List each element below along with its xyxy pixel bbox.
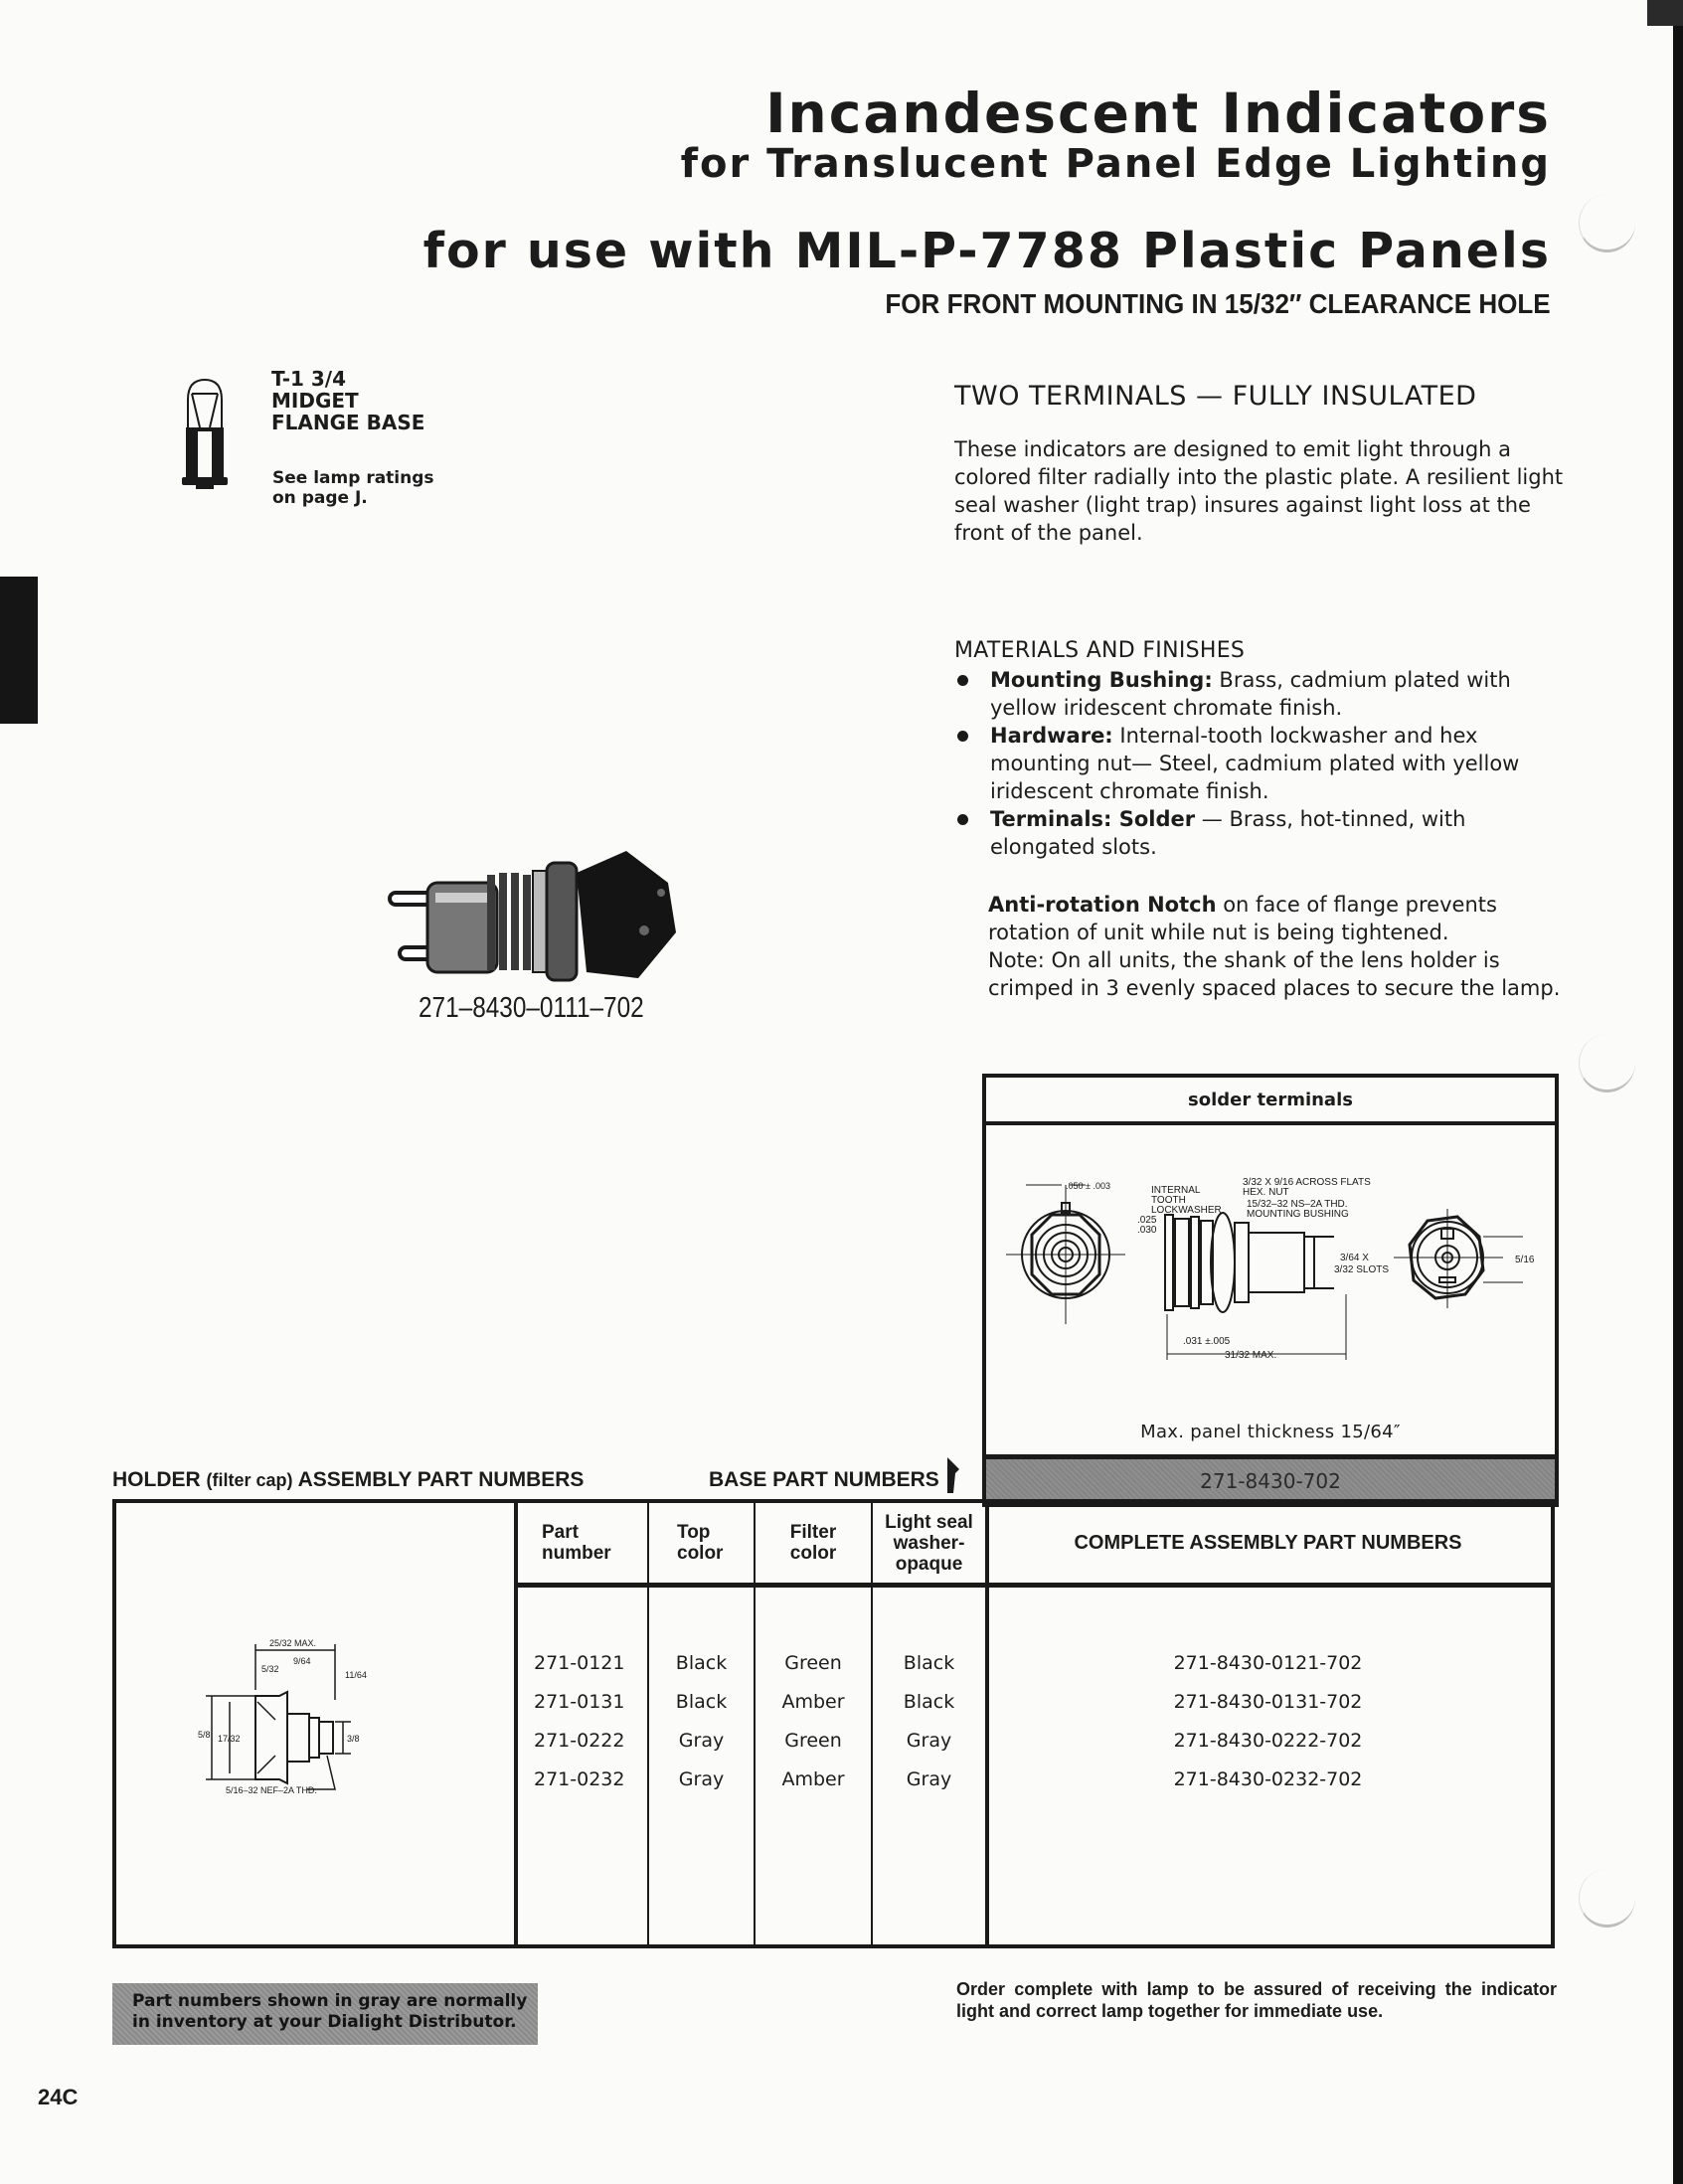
svg-text:.031 ±.005: .031 ±.005 bbox=[1183, 1336, 1231, 1347]
table-cell: 271-8430-0222-702 bbox=[1173, 1730, 1363, 1752]
table-cell: Gray bbox=[906, 1730, 952, 1752]
column-header: Part number bbox=[514, 1503, 647, 1588]
materials-list bbox=[954, 666, 1571, 861]
svg-text:9/64: 9/64 bbox=[293, 1656, 311, 1666]
svg-text:LOCKWASHER: LOCKWASHER bbox=[1151, 1205, 1222, 1216]
table-cell: Black bbox=[903, 1691, 955, 1713]
column-part-number bbox=[514, 1503, 649, 1944]
arrow-right-icon bbox=[945, 1453, 961, 1495]
table-cell: Black bbox=[675, 1691, 728, 1713]
table-cell: Green bbox=[784, 1652, 842, 1674]
section-heading-materials: MATERIALS AND FINISHES bbox=[954, 638, 1246, 663]
holder-assembly-label: HOLDER (filter cap) ASSEMBLY PART NUMBERS bbox=[112, 1468, 585, 1491]
holder-drawing-cell bbox=[116, 1503, 518, 1944]
lamp-type: T-1 3/4 MIDGET FLANGE BASE bbox=[271, 367, 425, 434]
page-title: Incandescent Indicators bbox=[765, 82, 1551, 145]
svg-text:31/32 MAX.: 31/32 MAX. bbox=[1225, 1350, 1277, 1361]
product-part-number: 271–8430–0111–702 bbox=[419, 992, 644, 1024]
indicator-product-image bbox=[378, 843, 696, 982]
page-subtitle: for Translucent Panel Edge Lighting bbox=[680, 141, 1551, 187]
table-cell: 271-8430-0121-702 bbox=[1173, 1652, 1363, 1674]
svg-text:MOUNTING BUSHING: MOUNTING BUSHING bbox=[1247, 1209, 1349, 1220]
table-cell: Black bbox=[675, 1652, 728, 1674]
list-item: Hardware: Internal-tooth lockwasher and hex mounting nut— Steel, cadmium plated with yellow iridescent chromate finish. bbox=[954, 722, 1571, 805]
punch-hole bbox=[1579, 1869, 1635, 1928]
base-part-numbers-label: BASE PART NUMBERS bbox=[709, 1468, 939, 1491]
table-cell: 271-0232 bbox=[534, 1768, 625, 1790]
column-header: Filter color bbox=[756, 1503, 871, 1588]
solder-terminals-panel bbox=[982, 1074, 1559, 1505]
svg-text:3/32 SLOTS: 3/32 SLOTS bbox=[1334, 1264, 1390, 1275]
inventory-note: Part numbers shown in gray are normally in inventory at your Dialight Distributor. bbox=[112, 1983, 538, 2045]
column-filter-color bbox=[756, 1503, 873, 1944]
column-header: Top color bbox=[649, 1503, 754, 1588]
column-header: Light seal washer- opaque bbox=[873, 1503, 985, 1588]
svg-text:5/32: 5/32 bbox=[261, 1664, 279, 1674]
mounting-line: FOR FRONT MOUNTING IN 15/32″ CLEARANCE HOLE bbox=[885, 288, 1551, 319]
punch-hole bbox=[1579, 194, 1635, 252]
anti-rotation-note: Anti-rotation Notch on face of flange prevents rotation of unit while nut is being tightened. Note: On all units, the shank of the lens holder is crimped in 3 evenly spaced places to secure the lamp. bbox=[988, 893, 1561, 1000]
svg-text:HEX. NUT: HEX. NUT bbox=[1243, 1187, 1289, 1198]
table-cell: Gray bbox=[678, 1768, 725, 1790]
column-light-seal bbox=[873, 1503, 989, 1944]
table-cell: 271-0131 bbox=[534, 1691, 625, 1713]
table-cell: Gray bbox=[906, 1768, 952, 1790]
page-corner-shadow bbox=[1647, 0, 1683, 26]
list-item: Terminals: Solder — Brass, hot-tinned, with elongated slots. bbox=[954, 805, 1571, 861]
svg-text:TOOTH: TOOTH bbox=[1151, 1195, 1186, 1206]
column-top-color bbox=[649, 1503, 756, 1944]
page-edge-shadow bbox=[1673, 0, 1683, 2184]
svg-text:5/16–32 NEF–2A THD.: 5/16–32 NEF–2A THD. bbox=[226, 1785, 317, 1795]
column-complete-assembly bbox=[985, 1503, 1551, 1944]
table-cell: 271-8430-0131-702 bbox=[1173, 1691, 1363, 1713]
intro-paragraph: These indicators are designed to emit light through a colored filter radially into the plastic plate. A resilient light seal washer (light trap) insures against light loss at the front of the panel. bbox=[954, 437, 1564, 545]
table-cell: 271-0121 bbox=[534, 1652, 625, 1674]
svg-text:INTERNAL: INTERNAL bbox=[1151, 1185, 1201, 1196]
table-cell: Amber bbox=[781, 1768, 845, 1790]
svg-text:5/8: 5/8 bbox=[198, 1730, 211, 1740]
svg-text:25/32 MAX.: 25/32 MAX. bbox=[269, 1638, 317, 1648]
table-cell: Black bbox=[903, 1652, 955, 1674]
lamp-bulb-icon bbox=[182, 378, 228, 495]
svg-text:.030: .030 bbox=[1137, 1225, 1157, 1236]
page-number: 24C bbox=[38, 2085, 79, 2109]
table-cell: Gray bbox=[678, 1730, 725, 1752]
svg-text:15/32–32 NS–2A THD.: 15/32–32 NS–2A THD. bbox=[1247, 1199, 1348, 1210]
table-cell: Green bbox=[784, 1730, 842, 1752]
table-cell: 271-8430-0232-702 bbox=[1173, 1768, 1363, 1790]
column-header: COMPLETE ASSEMBLY PART NUMBERS bbox=[985, 1503, 1551, 1588]
svg-text:11/64: 11/64 bbox=[345, 1670, 367, 1680]
svg-text:3/64 X: 3/64 X bbox=[1340, 1253, 1369, 1263]
svg-text:.025: .025 bbox=[1137, 1215, 1157, 1226]
max-panel-thickness: Max. panel thickness 15/64″ bbox=[1140, 1422, 1401, 1442]
base-part-number: 271-8430-702 bbox=[982, 1454, 1559, 1507]
solder-terminals-heading: solder terminals bbox=[986, 1078, 1555, 1125]
lamp-ratings-note: See lamp ratings on page J. bbox=[272, 468, 434, 508]
spec-line: for use with MIL-P-7788 Plastic Panels bbox=[422, 223, 1551, 279]
svg-text:3/8: 3/8 bbox=[347, 1734, 360, 1744]
table-cell: 271-0222 bbox=[534, 1730, 625, 1752]
svg-text:3/32 X 9/16 ACROSS FLATS: 3/32 X 9/16 ACROSS FLATS bbox=[1243, 1177, 1371, 1188]
table-cell: Amber bbox=[781, 1691, 845, 1713]
holder-dimension-drawing bbox=[196, 1630, 454, 1809]
section-heading-two-terminals: TWO TERMINALS — FULLY INSULATED bbox=[954, 381, 1477, 412]
svg-text:5/16: 5/16 bbox=[1515, 1255, 1535, 1265]
order-note: Order complete with lamp to be assured of receiving the indicator light and correct lamp together for immediate use. bbox=[956, 1979, 1557, 2021]
svg-text:.050 ± .003: .050 ± .003 bbox=[1066, 1181, 1110, 1191]
svg-text:17/32: 17/32 bbox=[218, 1734, 241, 1744]
punch-hole bbox=[1579, 1034, 1635, 1092]
section-tab-marker bbox=[0, 577, 38, 724]
solder-terminal-drawing bbox=[986, 1125, 1555, 1463]
list-item: Mounting Bushing: Brass, cadmium plated with yellow iridescent chromate finish. bbox=[954, 666, 1571, 722]
part-number-table bbox=[112, 1499, 1555, 1948]
